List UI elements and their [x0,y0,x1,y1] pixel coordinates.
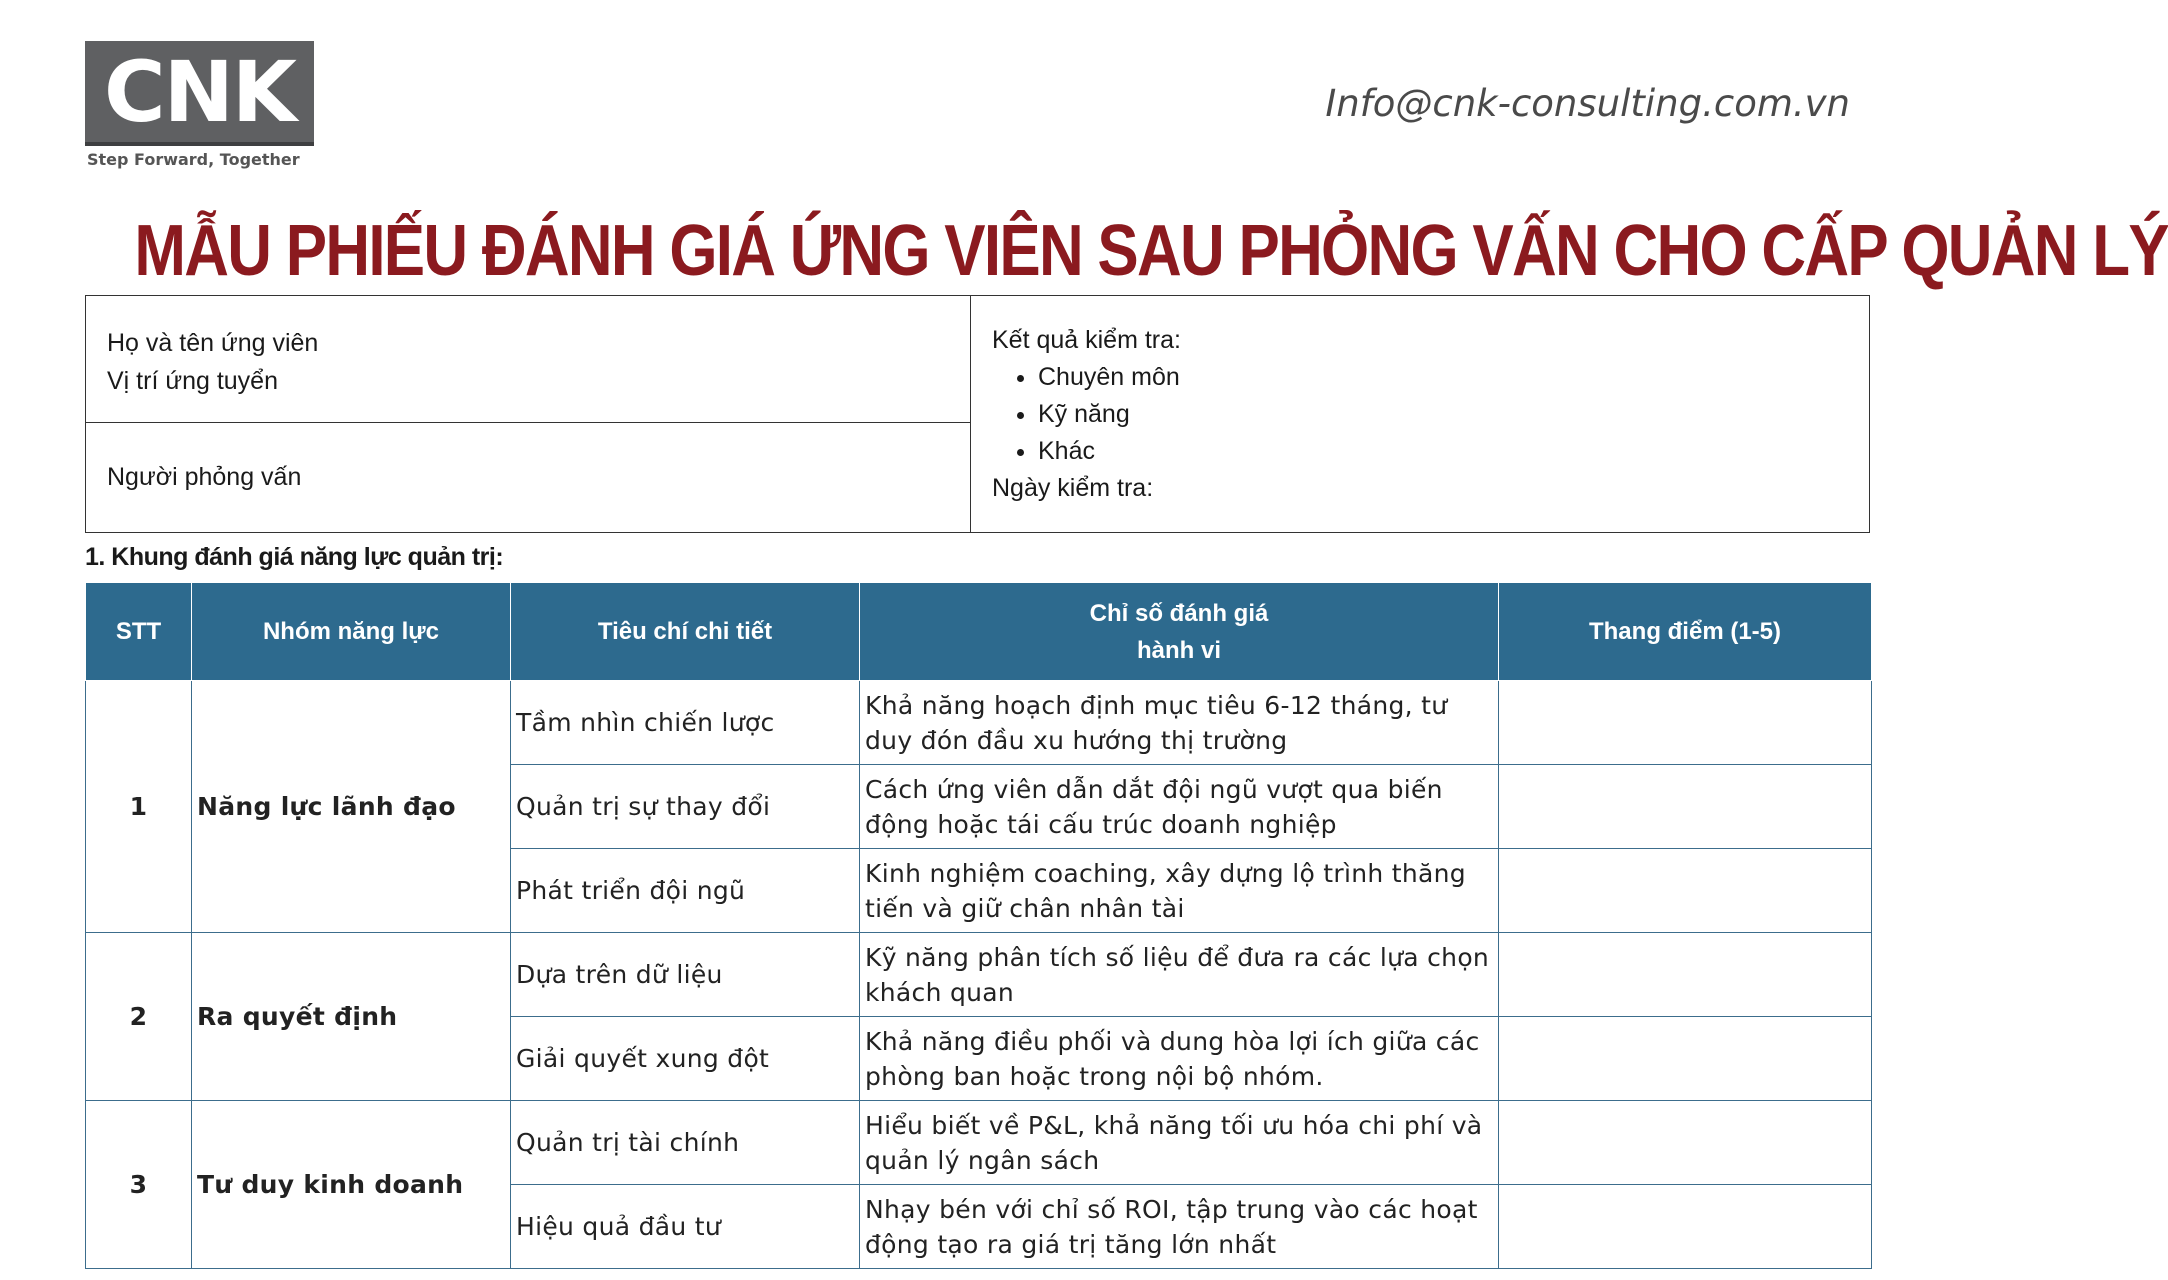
header-score: Thang điểm (1-5) [1499,583,1872,681]
score-cell[interactable] [1499,849,1872,933]
indicator-cell: Hiểu biết về P&L, khả năng tối ưu hóa chi phí và quản lý ngân sách [860,1101,1499,1185]
candidate-name-label: Họ và tên ứng viên [107,329,319,357]
criteria-cell: Tầm nhìn chiến lược [511,681,860,765]
header-criteria: Tiêu chí chi tiết [511,583,860,681]
test-item: • Kỹ năng [1038,396,1849,433]
score-cell[interactable] [1499,681,1872,765]
indicator-cell: Cách ứng viên dẫn dắt đội ngũ vượt qua biến động hoặc tái cấu trúc doanh nghiệp [860,765,1499,849]
criteria-cell: Dựa trên dữ liệu [511,933,860,1017]
logo-text: CNK [103,42,296,141]
header-indicator-line2: hành vi [1136,636,1221,664]
company-logo [85,41,314,169]
score-cell[interactable] [1499,1185,1872,1269]
criteria-cell: Phát triển đội ngũ [511,849,860,933]
candidate-info-table [85,295,1870,533]
position-label: Vị trí ứng tuyển [107,367,278,395]
test-item: • Khác [1038,433,1849,470]
test-items-list [992,359,1849,470]
test-item: • Chuyên môn [1038,359,1849,396]
test-results-cell[interactable] [971,296,1869,532]
table-row [86,681,1872,765]
header-indicator [860,583,1499,681]
table-row [86,933,1872,1017]
competency-table [85,582,1872,1269]
indicator-cell: Khả năng điều phối và dung hòa lợi ích giữa các phòng ban hoặc trong nội bộ nhóm. [860,1017,1499,1101]
page-title: MẪU PHIẾU ĐÁNH GIÁ ỨNG VIÊN SAU PHỎNG VẤN CHO CẤP QUẢN LÝ [134,211,2168,291]
indicator-cell: Nhạy bén với chỉ số ROI, tập trung vào các hoạt động tạo ra giá trị tăng lớn nhất [860,1185,1499,1269]
indicator-cell: Kỹ năng phân tích số liệu để đưa ra các lựa chọn khách quan [860,933,1499,1017]
criteria-cell: Quản trị sự thay đổi [511,765,860,849]
header-stt: STT [86,583,192,681]
test-results-label: Kết quả kiểm tra: [992,326,1181,354]
logo-tagline: Step Forward, Together [87,150,300,169]
header-group: Nhóm năng lực [192,583,511,681]
indicator-cell: Khả năng hoạch định mục tiêu 6-12 tháng, tư duy đón đầu xu hướng thị trường [860,681,1499,765]
group-cell: Tư duy kinh doanh [192,1101,511,1269]
score-cell[interactable] [1499,1017,1872,1101]
logo-box [85,41,314,146]
interviewer-label: Người phỏng vấn [107,463,302,491]
section-heading: 1. Khung đánh giá năng lực quản trị: [85,543,504,571]
table-row [86,1101,1872,1185]
score-cell[interactable] [1499,1101,1872,1185]
score-cell[interactable] [1499,765,1872,849]
criteria-cell: Giải quyết xung đột [511,1017,860,1101]
interviewer-cell[interactable] [86,423,970,532]
stt-cell: 1 [86,681,192,933]
table-header-row [86,583,1872,681]
stt-cell: 3 [86,1101,192,1269]
stt-cell: 2 [86,933,192,1101]
contact-email[interactable]: Info@cnk-consulting.com.vn [1325,82,1850,125]
group-cell: Năng lực lãnh đạo [192,681,511,933]
candidate-cell[interactable] [86,296,970,423]
indicator-cell: Kinh nghiệm coaching, xây dựng lộ trình thăng tiến và giữ chân nhân tài [860,849,1499,933]
group-cell: Ra quyết định [192,933,511,1101]
header-indicator-line1: Chỉ số đánh giá [1089,599,1269,627]
score-cell[interactable] [1499,933,1872,1017]
criteria-cell: Quản trị tài chính [511,1101,860,1185]
test-date-label: Ngày kiểm tra: [992,474,1154,502]
info-left-column [86,296,971,532]
criteria-cell: Hiệu quả đầu tư [511,1185,860,1269]
